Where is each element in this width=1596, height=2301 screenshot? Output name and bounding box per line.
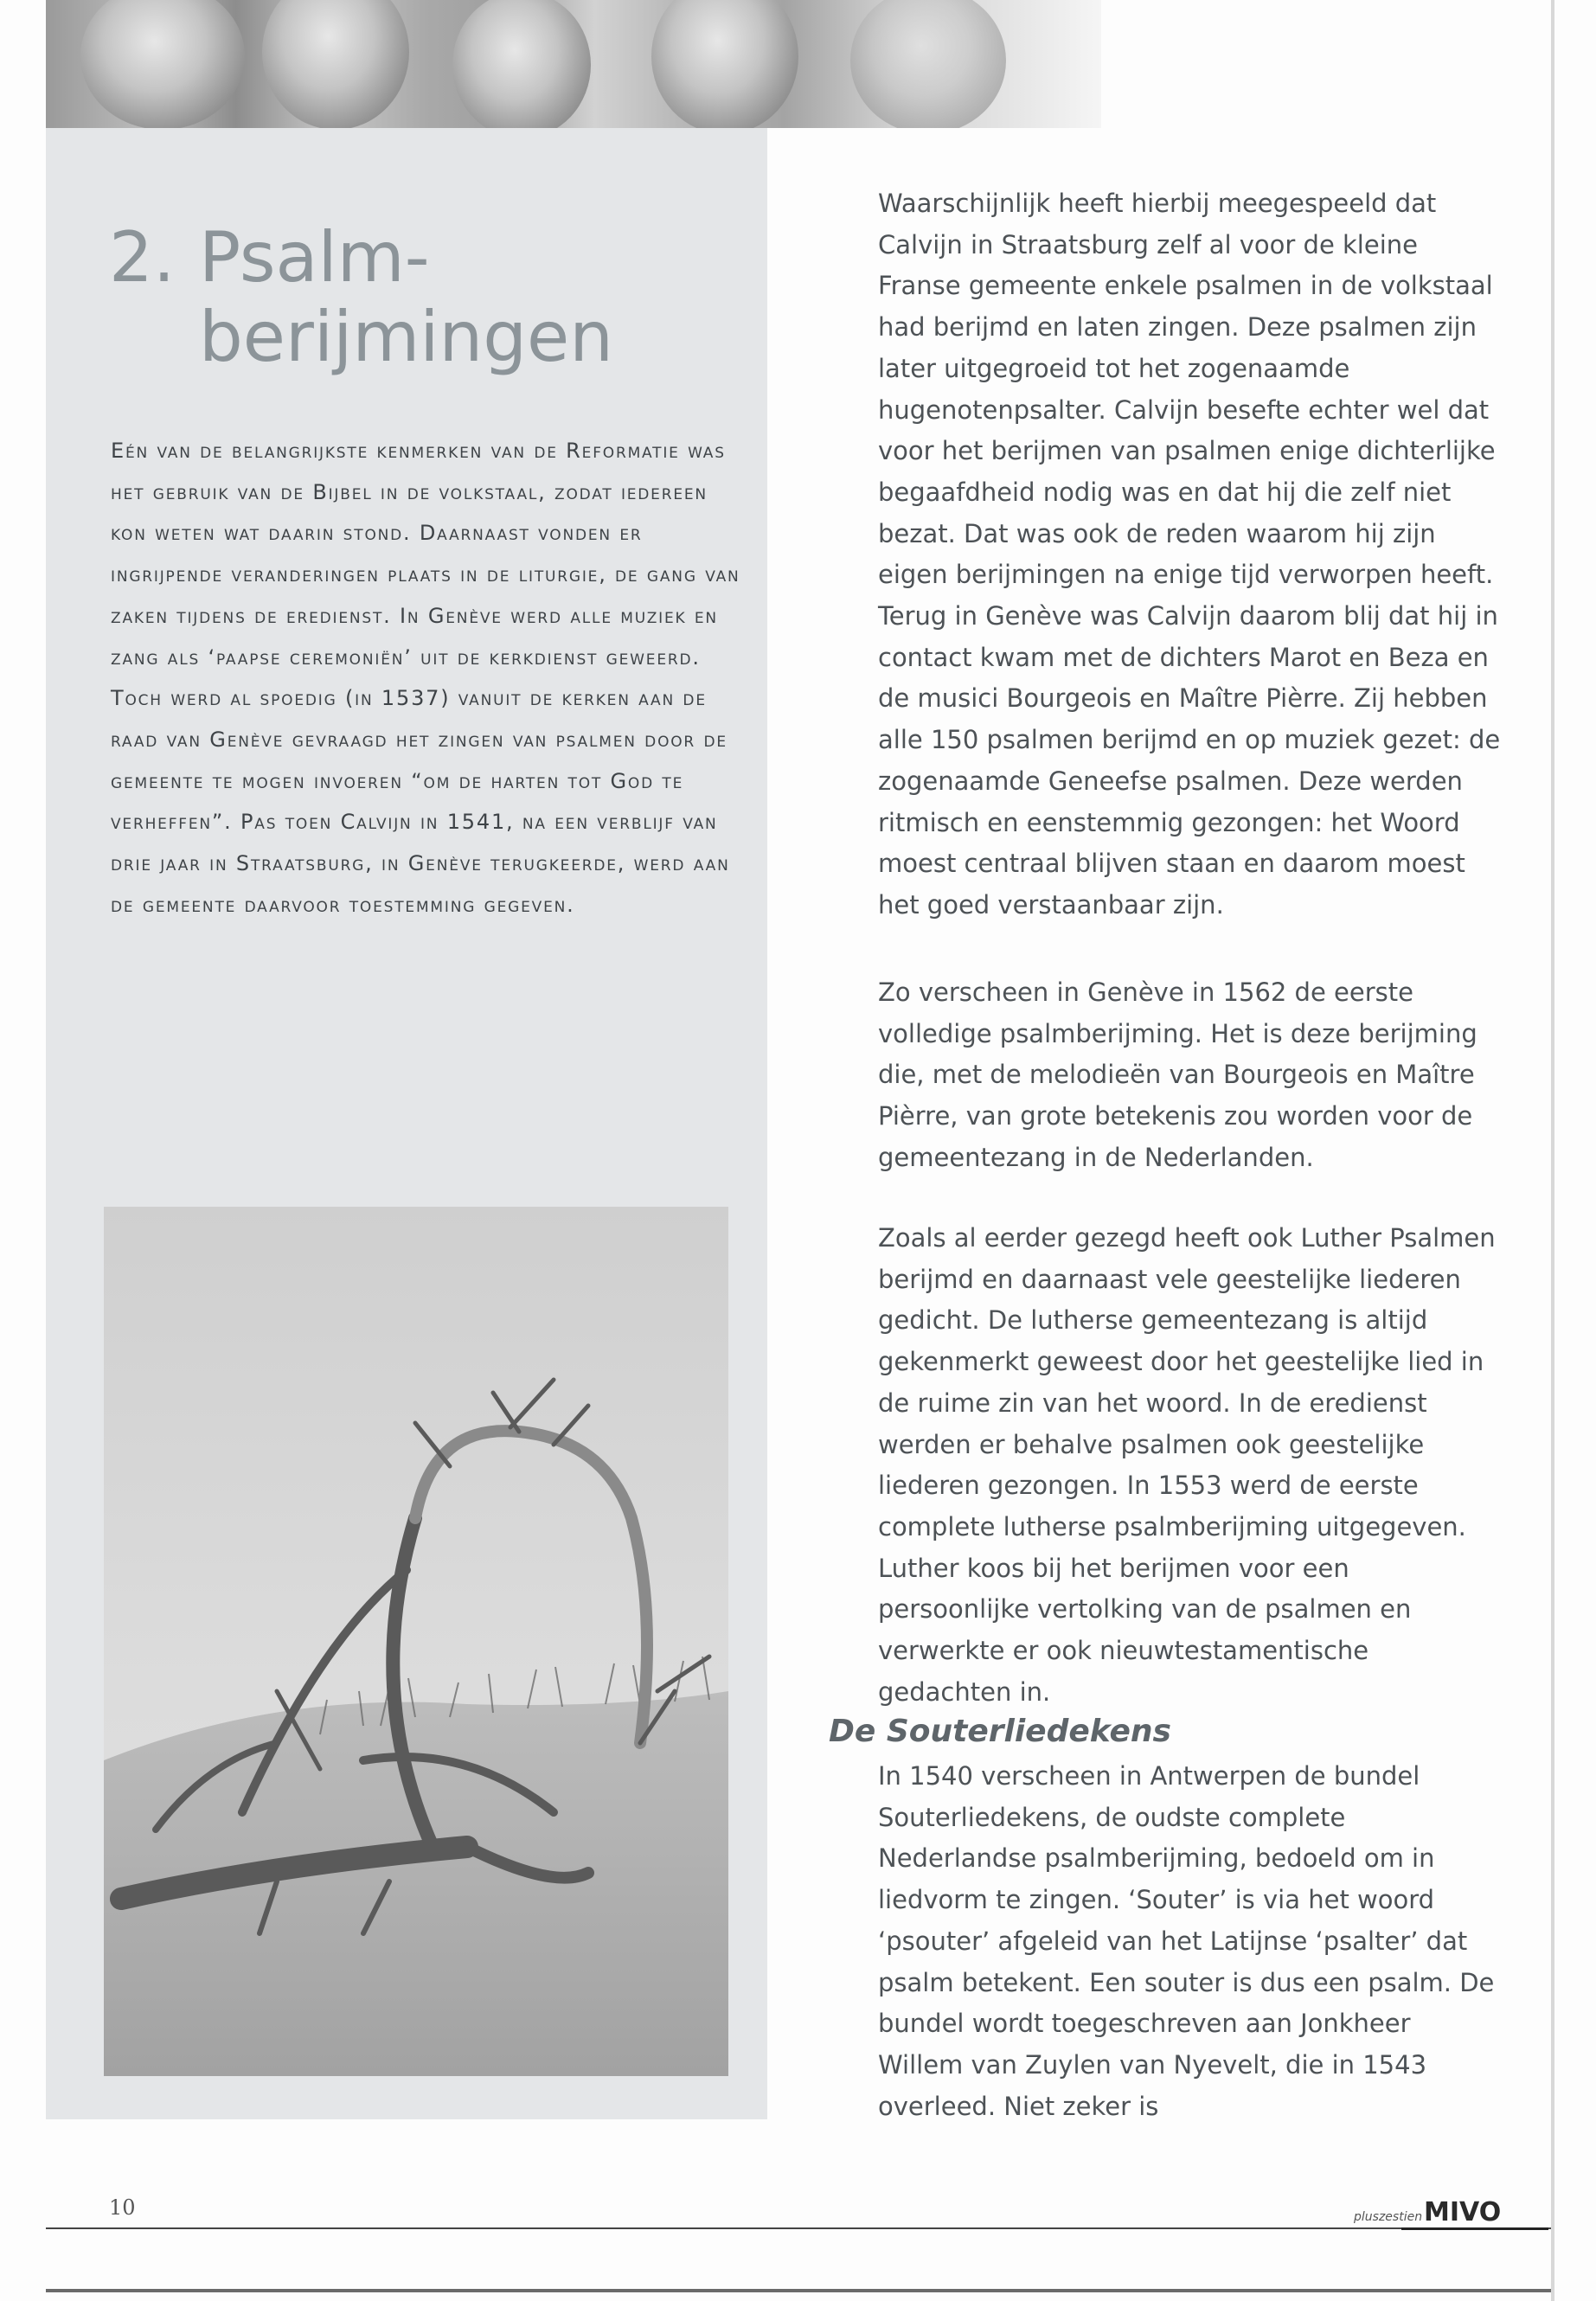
footer-rule xyxy=(46,2227,1551,2229)
title-line-1: Psalm- xyxy=(199,217,430,298)
portrait-face xyxy=(80,0,245,128)
section-number: 2. xyxy=(109,217,176,298)
body-paragraph-2: Zo verscheen in Genève in 1562 de eerste volledige psalmberijming. Het is deze berijming die, met de melodieën van Bourgeois en Maître Pièrre, van grote betekenis zou worden voor de gemeentezang in de Nederlanden. xyxy=(878,977,1477,1172)
header-photo-strip xyxy=(46,0,1101,128)
driftwood-photo xyxy=(104,1207,728,2076)
page-edge xyxy=(1551,0,1554,2301)
subheading-souterliedekens: De Souterliedekens xyxy=(829,1714,1171,1749)
portrait-face xyxy=(452,0,591,128)
title-line-2: berijmingen xyxy=(199,297,613,377)
body-paragraph-1: Waarschijnlijk heeft hierbij meegespeeld dat Calvijn in Straatsburg zelf al voor de kleine Franse gemeente enkele psalmen in de volkstaal had berijmd en laten zingen. Deze psalmen zijn later uitgegroeid tot het zogenaamde hugenotenpsalter. Calvijn besefte echter wel dat voor het berijmen van psalmen enige dichterlijke begaafdheid nodig was en dat hij die zelf niet bezat. Dat was ook de reden waarom hij zijn eigen berijmingen na enige tijd verworpen heeft. Terug in Genève was Calvijn daarom blij dat hij in contact kwam met de dichters Marot en Beza en de musici Bourgeois en Maître Pièrre. Zij hebben alle 150 psalmen berijmd en op muziek gezet: de zogenaamde Geneefse psalmen. Deze werden ritmisch en eenstemmig gezongen: het Woord moest centraal blijven staan en daarom moest het goed verstaanbaar zijn. xyxy=(878,189,1501,920)
section-title xyxy=(109,218,715,377)
footer-rule-accent xyxy=(1401,2227,1548,2230)
body-paragraph-4: In 1540 verscheen in Antwerpen de bundel Souterliedekens, de oudste complete Nederlandse psalmberijming, bedoeld om in liedvorm te zingen. ‘Souter’ is via het woord ‘psouter’ afgeleid van het Latijnse ‘psalter’ dat psalm betekent. Een souter is dus een psalm. De bundel wordt toegeschreven aan Jonkheer Willem van Zuylen van Nyevelt, die in 1543 overleed. Niet zeker is xyxy=(878,1761,1495,2121)
intro-text: Eén van de belangrijkste kenmerken van de Reformatie was het gebruik van de Bijbel in de volkstaal, zodat iedereen kon weten wat daarin stond. Daarnaast vonden er ingrijpende veranderingen plaats in de liturgie, de gang van zaken tijdens de eredienst. In Genève werd alle muziek en zang als ‘paapse ceremoniën’ uit de kerkdienst geweerd. Toch werd al spoedig (in 1537) vanuit de kerken aan de raad van Genève gevraagd het zingen van psalmen door de gemeente te mogen invoeren “om de harten tot God te verheffen”. Pas toen Calvijn in 1541, na een verblijf van drie jaar in Straatsburg, in Genève terugkeerde, werd aan de gemeente daarvoor toestemming gegeven. xyxy=(111,439,740,917)
portrait-face xyxy=(651,0,798,128)
body-paragraph-3: Zoals al eerder gezegd heeft ook Luther Psalmen berijmd en daarnaast vele geestelijke liederen gedicht. De lutherse gemeentezang is altijd gekenmerkt geweest door het geestelijke lied in de ruime zin van het woord. In de eredienst werden er behalve psalmen ook geestelijke liederen gezongen. In 1553 werd de eerste complete lutherse psalmberijming uitgegeven. Luther koos bij het berijmen voor een persoonlijke vertolking van de psalmen en verwerkte er ook nieuwtestamentische gedachten in. xyxy=(878,1223,1496,1707)
page-edge-bottom xyxy=(46,2289,1551,2292)
brand-tagline: pluszestien xyxy=(1354,2210,1423,2224)
portrait-face xyxy=(850,0,1006,128)
portrait-face xyxy=(262,0,409,128)
driftwood-beach-icon xyxy=(104,1207,728,2076)
page-number: 10 xyxy=(109,2195,136,2220)
brand-logo: MIVO xyxy=(1424,2197,1502,2227)
